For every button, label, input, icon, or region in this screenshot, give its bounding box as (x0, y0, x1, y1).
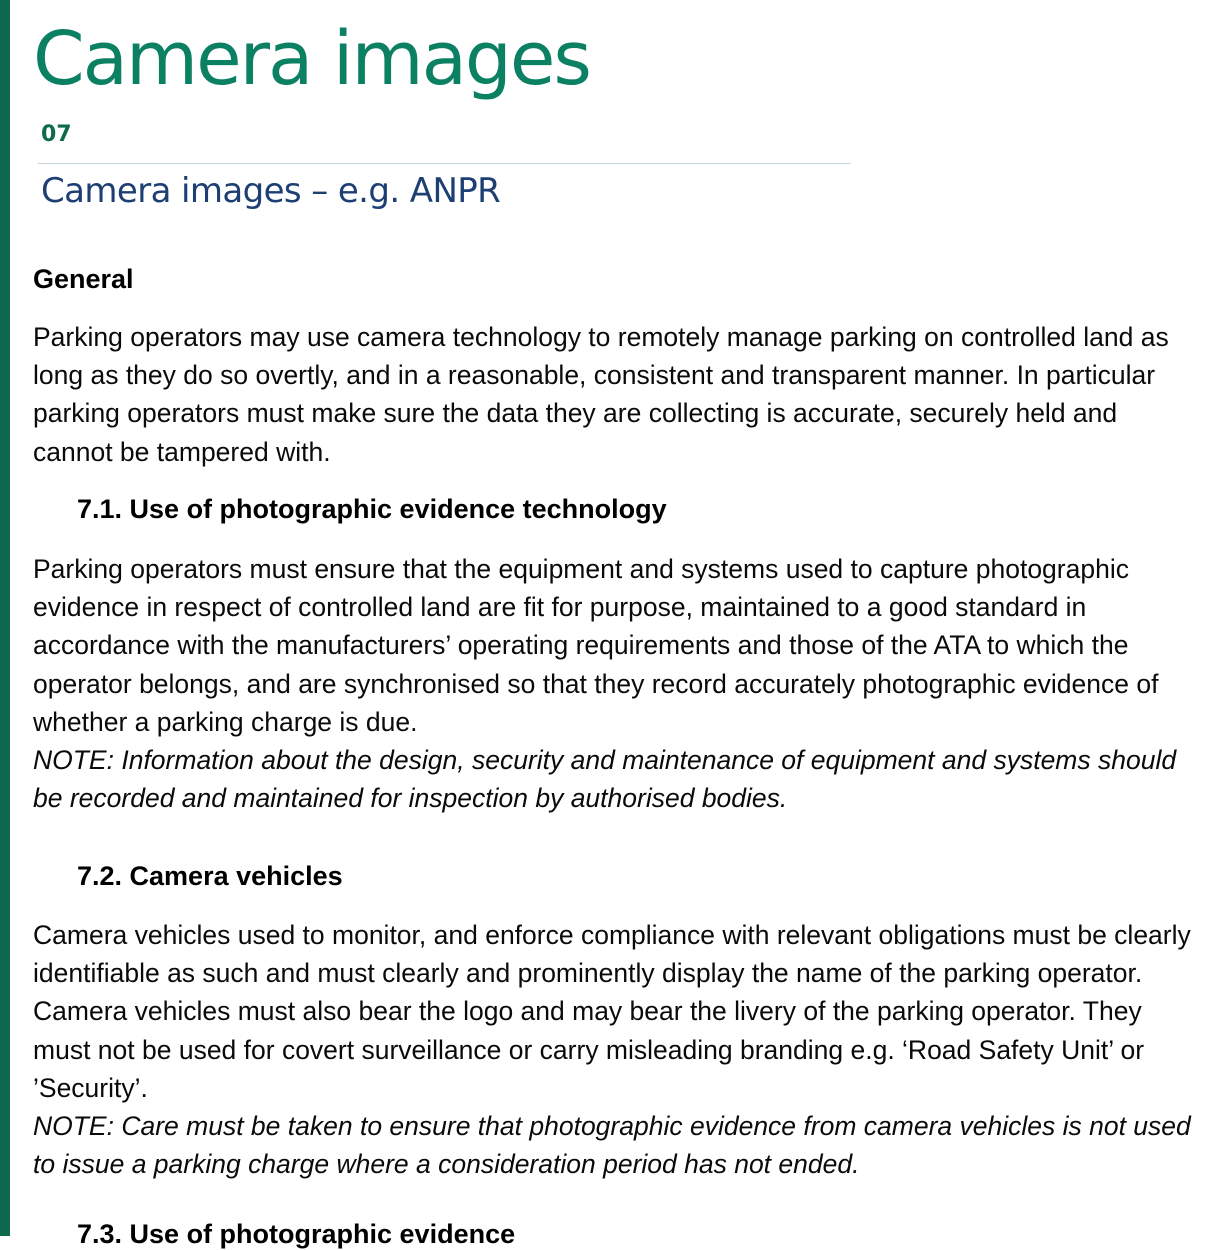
general-paragraph: Parking operators may use camera technology to remotely manage parking on controlled land as long as they do so overtly, and in a reasonable, consistent and transparent manner. In particular parking operators must make sure the data they are collecting is accurate, securely held and cannot be tampered with. (33, 322, 1169, 467)
section-7-1-body: Parking operators must ensure that the equipment and systems used to capture photographic evidence in respect of controlled land are fit for purpose, maintained to a good standard in accordance with the manufacturers’ operating requirements and those of the ATA to which the operator belongs, and are synchronised so that they record accurately photographic evidence of whether a parking charge is due. (33, 554, 1159, 737)
chapter-subtitle: Camera images – e.g. ANPR (41, 171, 501, 211)
section-7-2-note: NOTE: Care must be taken to ensure that photographic evidence from camera vehicles is not used to issue a parking charge where a consideration period has not ended. (33, 1111, 1191, 1180)
section-7-2-paragraph (33, 916, 1203, 1183)
section-7-2-heading: 7.2. Camera vehicles (77, 861, 343, 891)
section-7-1-paragraph (33, 550, 1203, 817)
section-7-3-heading: 7.3. Use of photographic evidence (77, 1219, 516, 1249)
section-7-1-note: NOTE: Information about the design, security and maintenance of equipment and systems should be recorded and maintained for inspection by authorised bodies. (33, 745, 1177, 814)
page-title: Camera images (33, 16, 590, 102)
general-heading: General (33, 264, 134, 294)
section-color-bar (0, 0, 10, 1236)
chapter-number: 07 (41, 122, 72, 147)
section-7-2-body: Camera vehicles used to monitor, and enforce compliance with relevant obligations must be clearly identifiable as such and must clearly and prominently display the name of the parking operator. Camera vehicles must also bear the logo and may bear the livery of the parking operator. They must not be used for covert surveillance or carry misleading branding e.g. ‘Road Safety Unit’ or ’Security’. (33, 920, 1191, 1103)
header-divider (38, 163, 851, 164)
section-7-1-heading: 7.1. Use of photographic evidence technology (77, 494, 667, 524)
